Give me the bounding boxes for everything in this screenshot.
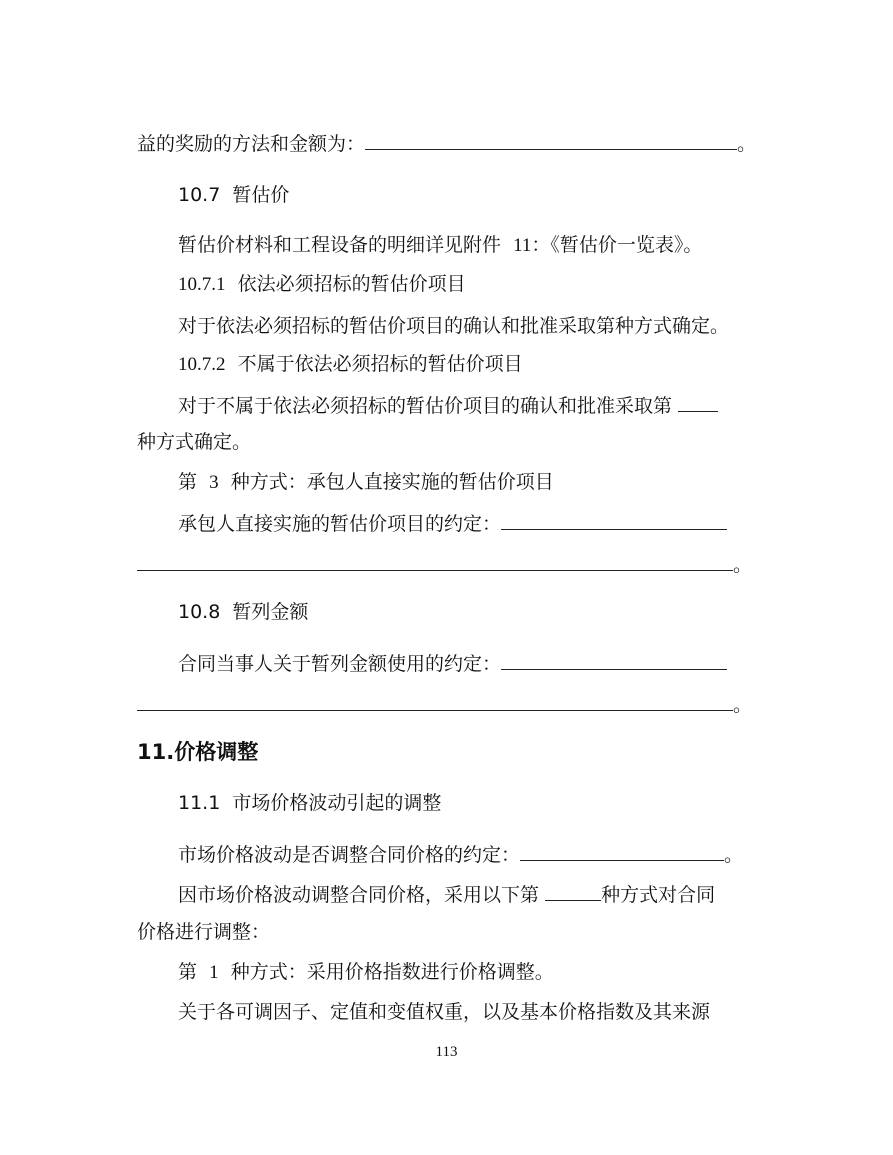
line-adjustment-cont (137, 920, 270, 944)
subsection-heading-10-7-1 (178, 272, 466, 297)
section-title: 不属于依法必须招标的暂估价项目 (237, 353, 523, 375)
fill-blank[interactable] (520, 842, 724, 861)
section-number: 10.7.2 (178, 354, 226, 375)
period: 。 (724, 844, 744, 866)
attachment-number: 11 (513, 235, 532, 256)
line-text: 价格进行调整： (137, 921, 271, 943)
line-method-1 (178, 960, 554, 985)
period: 。 (737, 133, 757, 155)
line-weights-indices (178, 1000, 710, 1024)
section-title: 暂估价 (232, 184, 290, 206)
line-text: 种方式：承包人直接实施的暂估价项目 (230, 471, 554, 493)
line-text: 对于依法必须招标的暂估价项目的确认和批准采取第种方式确定。 (178, 315, 730, 337)
line-text: 承包人直接实施的暂估价项目的约定： (178, 513, 502, 535)
line-text: 关于各可调因子、定值和变值权重，以及基本价格指数及其来源 (178, 1001, 711, 1023)
chapter-title: 11.价格调整 (137, 740, 259, 764)
line-text: 种方式：采用价格指数进行价格调整。 (230, 961, 554, 983)
line-reward-amount (137, 131, 756, 156)
fill-blank[interactable] (545, 882, 601, 901)
line-tender-method (178, 314, 729, 338)
line-text: 种方式确定。 (137, 431, 252, 453)
line-adjustment-method (178, 882, 715, 907)
line-text: 合同当事人关于暂列金额使用的约定： (178, 653, 502, 675)
line-text: 暂估价材料和工程设备的明细详见附件 (178, 234, 502, 256)
section-title: 市场价格波动引起的调整 (232, 792, 442, 814)
line-text: 第 (178, 961, 198, 983)
line-text: 种方式对合同 (601, 884, 716, 906)
section-heading-11-1 (178, 791, 441, 815)
section-title: 依法必须招标的暂估价项目 (237, 273, 466, 295)
line-text: 益的奖励的方法和金额为： (137, 133, 366, 155)
line-attachment-11 (178, 233, 702, 258)
fill-blank[interactable] (501, 651, 727, 670)
period: 。 (733, 554, 753, 576)
line-non-tender-method (178, 393, 718, 418)
line-price-fluctuation-agreement (178, 842, 743, 867)
section-heading-10-7 (178, 183, 289, 207)
section-number: 10.7.1 (178, 274, 226, 295)
chapter-heading-11 (137, 740, 258, 764)
section-number: 11.1 (178, 792, 221, 814)
line-method-3 (178, 470, 554, 495)
line-text: ：《暂估价一览表》。 (531, 234, 703, 256)
line-text: 市场价格波动是否调整合同价格的约定： (178, 844, 521, 866)
line-text: 对于不属于依法必须招标的暂估价项目的确认和批准采取第 (178, 395, 673, 417)
fill-blank[interactable] (678, 393, 718, 412)
section-number: 10.8 (178, 601, 221, 623)
method-number: 1 (209, 962, 219, 983)
section-number: 10.7 (178, 184, 221, 206)
period: 。 (733, 694, 753, 716)
fill-blank[interactable] (365, 131, 737, 150)
line-provisional-sum-cont (137, 692, 752, 717)
subsection-heading-10-7-2 (178, 352, 523, 377)
method-number: 3 (209, 472, 219, 493)
fill-blank[interactable] (137, 552, 733, 571)
line-text: 因市场价格波动调整合同价格，采用以下第 (178, 884, 540, 906)
section-title: 暂列金额 (232, 601, 309, 623)
line-contractor-agreement (178, 511, 727, 536)
section-heading-10-8 (178, 600, 308, 624)
line-method-confirm (137, 430, 251, 454)
line-text: 第 (178, 471, 198, 493)
fill-blank[interactable] (137, 692, 733, 711)
fill-blank[interactable] (501, 511, 727, 530)
line-provisional-sum-agreement (178, 651, 727, 676)
line-contractor-agreement-cont (137, 552, 752, 577)
page-number: 113 (435, 1044, 458, 1060)
